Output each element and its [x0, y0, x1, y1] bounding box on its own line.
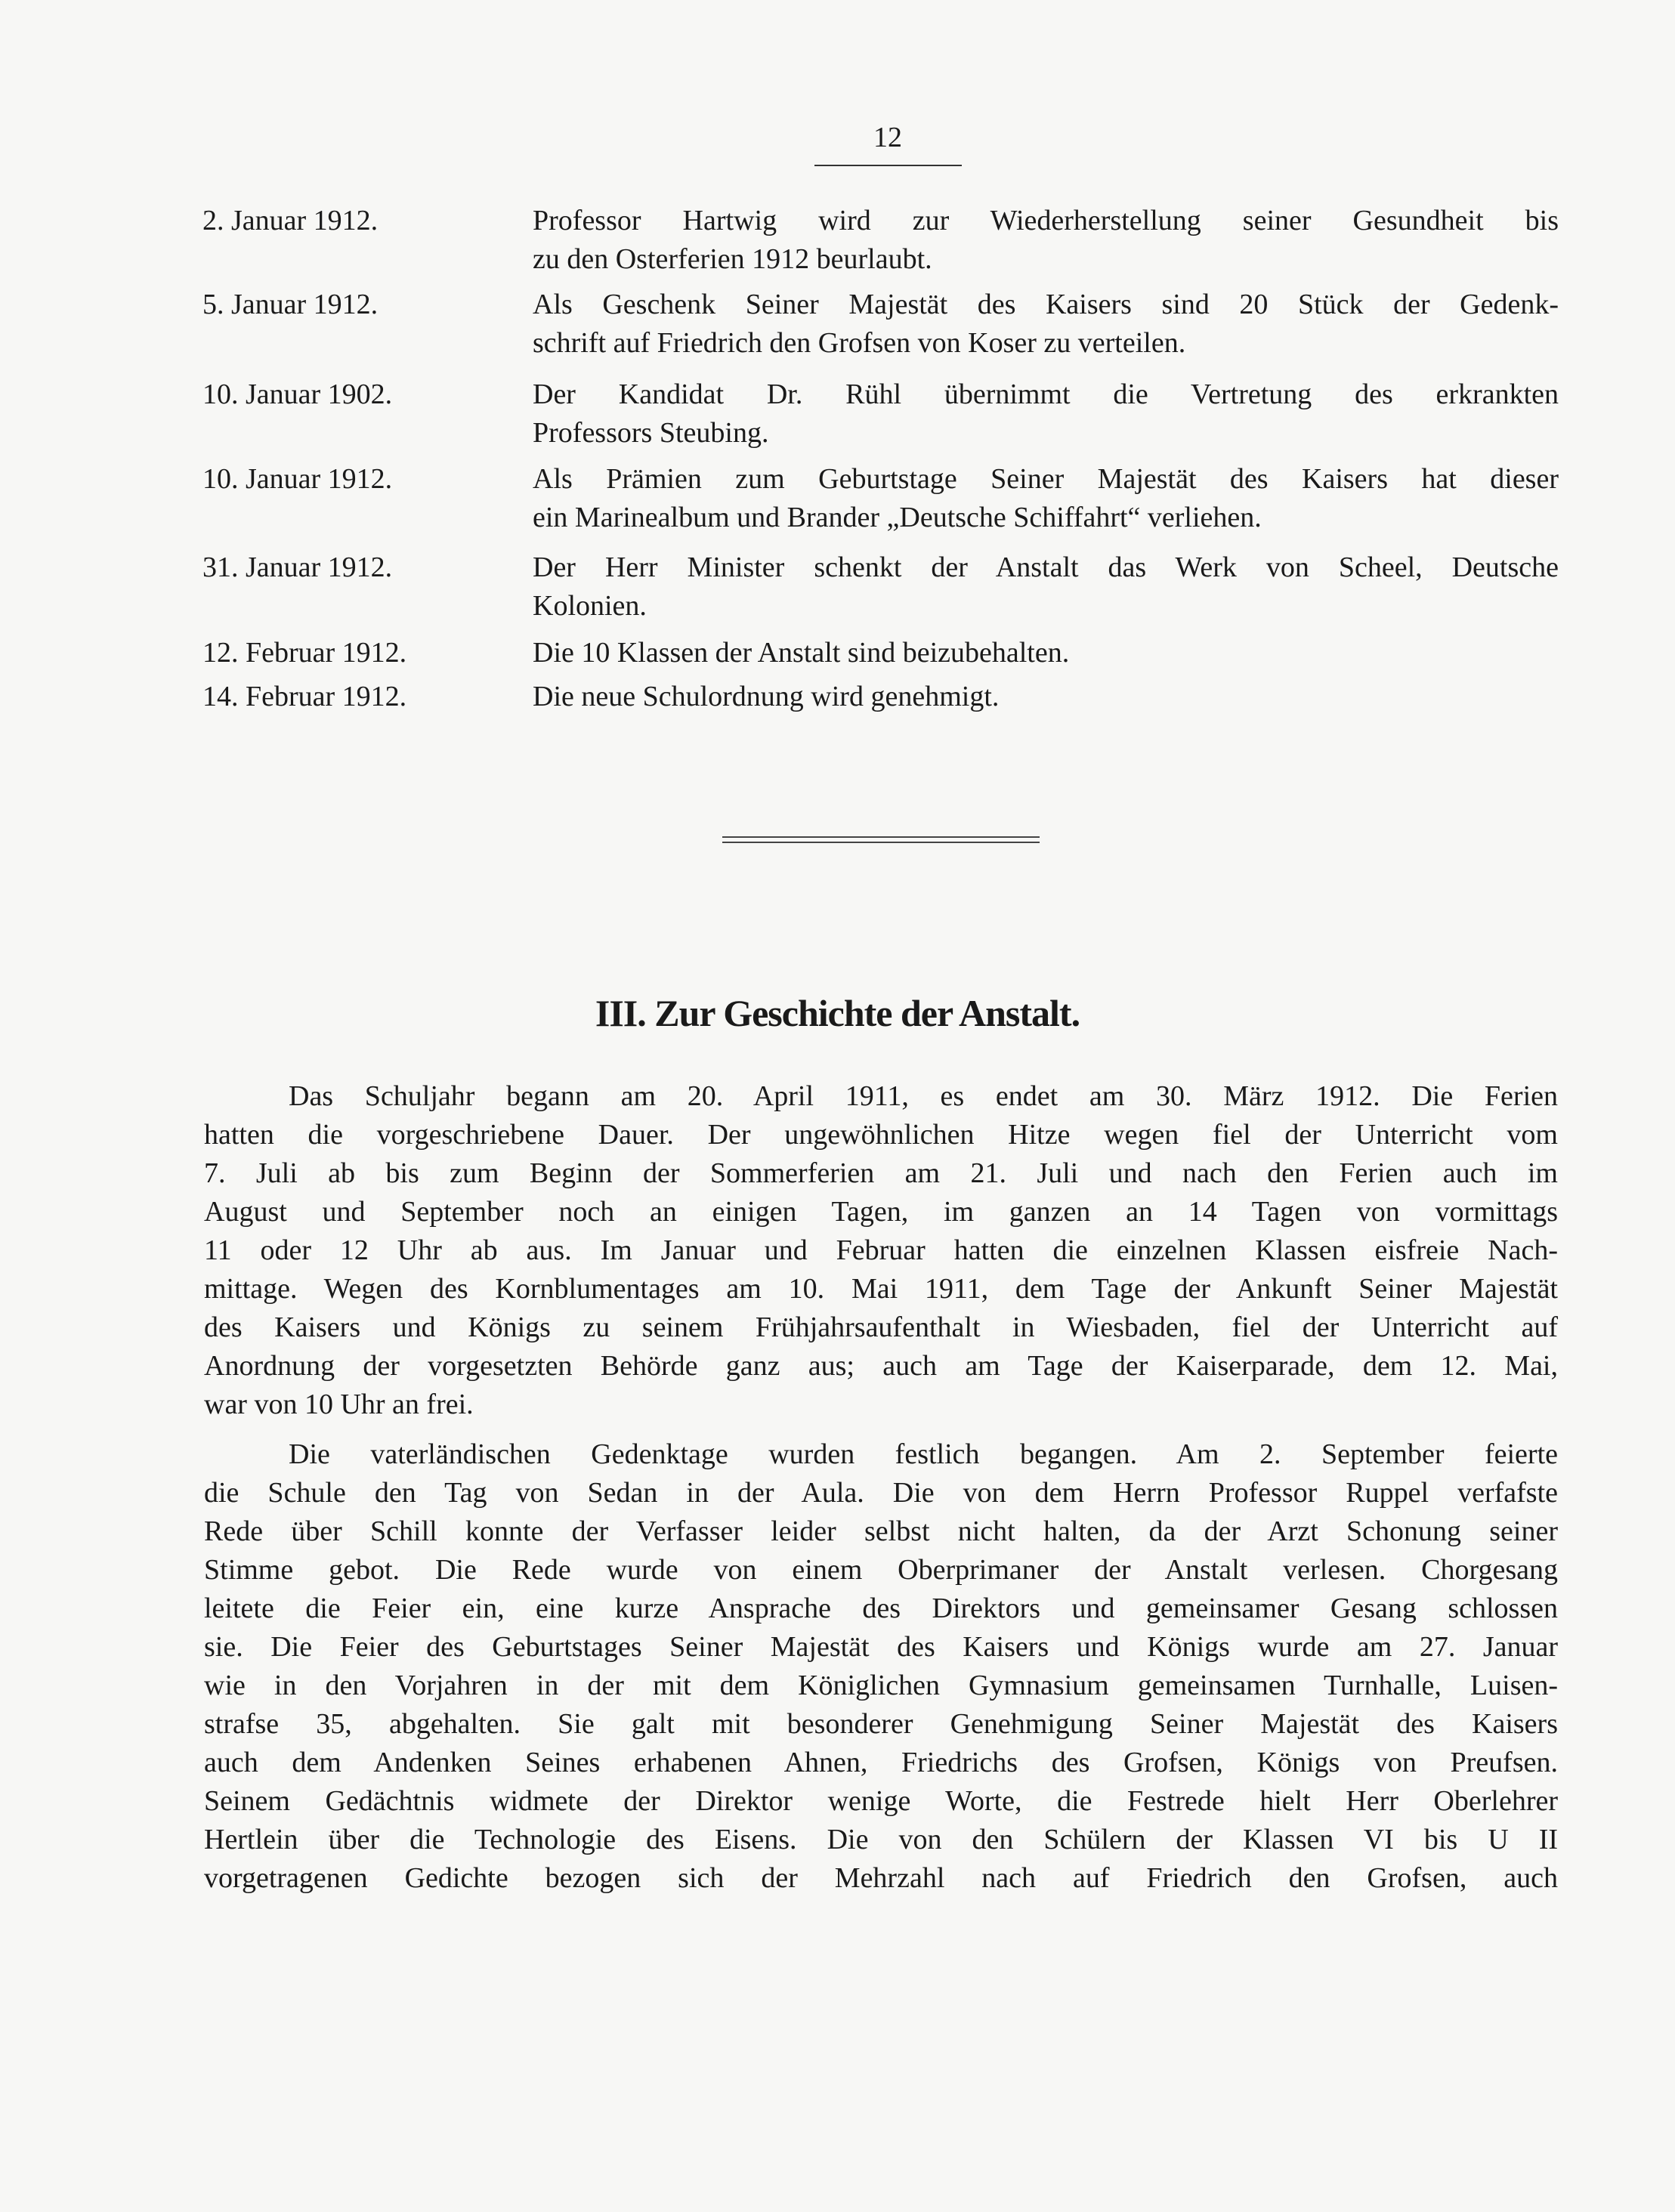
paragraph-line: mittage. Wegen des Kornblumentages am 10. Mai 1911, dem Tage der Ankunft Seiner Majestät — [204, 1273, 1558, 1305]
paragraph-line: Seinem Gedächtnis widmete der Direktor wenige Worte, die Festrede hielt Herr Oberlehrer — [204, 1785, 1558, 1817]
paragraph-line: wie in den Vorjahren in der mit dem Königlichen Gymnasium gemeinsamen Turnhalle, Luisen- — [204, 1670, 1558, 1701]
paragraph-line: Rede über Schill konnte der Verfasser leider selbst nicht halten, da der Arzt Schonung seiner — [204, 1515, 1558, 1547]
paragraph-line: hatten die vorgeschriebene Dauer. Der ungewöhnlichen Hitze wegen fiel der Unterricht vom — [204, 1119, 1558, 1151]
entry-text — [533, 202, 1559, 279]
paragraph-line: die Schule den Tag von Sedan in der Aula. Die von dem Herrn Professor Ruppel verfafste — [204, 1477, 1558, 1509]
paragraph-line: Die vaterländischen Gedenktage wurden festlich begangen. Am 2. September feierte — [289, 1438, 1558, 1470]
paragraph-line: 11 oder 12 Uhr ab aus. Im Januar und Februar hatten die einzelnen Klassen eisfreie Nach- — [204, 1234, 1558, 1266]
paragraph-line: war von 10 Uhr an frei. — [204, 1389, 474, 1420]
entry-text — [533, 548, 1559, 626]
page-number-rule — [814, 165, 962, 166]
entry-date: 5. Januar 1912. — [202, 289, 379, 320]
entry-date: 10. Januar 1902. — [202, 378, 393, 410]
entry-text-line: Als Prämien zum Geburtstage Seiner Majestät des Kaisers hat dieser — [533, 463, 1559, 495]
paragraph-line: auch dem Andenken Seines erhabenen Ahnen, Friedrichs des Grofsen, Königs von Preufsen. — [204, 1747, 1558, 1778]
paragraph-line: vorgetragenen Gedichte bezogen sich der Mehrzahl nach auf Friedrich den Grofsen, auch — [204, 1862, 1558, 1894]
entry-text-line: Die neue Schulordnung wird genehmigt. — [533, 681, 1000, 712]
entry-text-line: Der Herr Minister schenkt der Anstalt das Werk von Scheel, Deutsche — [533, 551, 1559, 583]
section-divider — [722, 836, 1040, 843]
entry-date: 31. Januar 1912. — [202, 551, 393, 583]
entry-text — [533, 375, 1559, 453]
paragraph — [204, 1077, 1558, 1424]
entry-text-line: Als Geschenk Seiner Majestät des Kaisers sind 20 Stück der Gedenk- — [533, 289, 1559, 320]
entry-text — [533, 286, 1559, 363]
page-number: 12 — [873, 122, 902, 153]
entry-text-line: Die 10 Klassen der Anstalt sind beizubehalten. — [533, 637, 1070, 669]
entry-text-line: Der Kandidat Dr. Rühl übernimmt die Vertretung des erkrankten — [533, 378, 1559, 410]
entry-date: 14. Februar 1912. — [202, 681, 407, 712]
paragraph-line: leitete die Feier ein, eine kurze Ansprache des Direktors und gemeinsamer Gesang schlossen — [204, 1593, 1558, 1624]
entry-text — [533, 460, 1559, 537]
paragraph-line: Hertlein über die Technologie des Eisens. Die von den Schülern der Klassen VI bis U II — [204, 1824, 1558, 1855]
paragraph-line: des Kaisers und Königs zu seinem Frühjahrsaufenthalt in Wiesbaden, fiel der Unterricht auf — [204, 1311, 1558, 1343]
paragraph-line: 7. Juli ab bis zum Beginn der Sommerferien am 21. Juli und nach den Ferien auch im — [204, 1157, 1558, 1189]
entry-text-line: ein Marinealbum und Brander „Deutsche Schiffahrt“ verliehen. — [533, 502, 1262, 533]
entry-date: 2. Januar 1912. — [202, 205, 379, 236]
entry-text — [533, 678, 1559, 716]
entry-text-line: Professors Steubing. — [533, 417, 769, 449]
entry-text-line: Kolonien. — [533, 590, 647, 622]
paragraph-line: Das Schuljahr begann am 20. April 1911, es endet am 30. März 1912. Die Ferien — [289, 1080, 1558, 1112]
paragraph-line: Anordnung der vorgesetzten Behörde ganz aus; auch am Tage der Kaiserparade, dem 12. Mai, — [204, 1350, 1558, 1382]
section-heading: III. Zur Geschichte der Anstalt. — [595, 992, 1080, 1034]
entry-date: 12. Februar 1912. — [202, 637, 407, 669]
paragraph-line: Stimme gebot. Die Rede wurde von einem Oberprimaner der Anstalt verlesen. Chorgesang — [204, 1554, 1558, 1586]
entry-text-line: schrift auf Friedrich den Grofsen von Koser zu verteilen. — [533, 327, 1186, 359]
paragraph-line: strafse 35, abgehalten. Sie galt mit besonderer Genehmigung Seiner Majestät des Kaisers — [204, 1708, 1558, 1740]
paragraph — [204, 1435, 1558, 1898]
entry-text — [533, 634, 1559, 672]
entry-text-line: Professor Hartwig wird zur Wiederherstellung seiner Gesundheit bis — [533, 205, 1559, 236]
entry-date: 10. Januar 1912. — [202, 463, 393, 495]
entry-text-line: zu den Osterferien 1912 beurlaubt. — [533, 243, 932, 275]
paragraph-line: sie. Die Feier des Geburtstages Seiner Majestät des Kaisers und Königs wurde am 27. Januar — [204, 1631, 1558, 1663]
paragraph-line: August und September noch an einigen Tagen, im ganzen an 14 Tagen von vormittags — [204, 1196, 1558, 1228]
